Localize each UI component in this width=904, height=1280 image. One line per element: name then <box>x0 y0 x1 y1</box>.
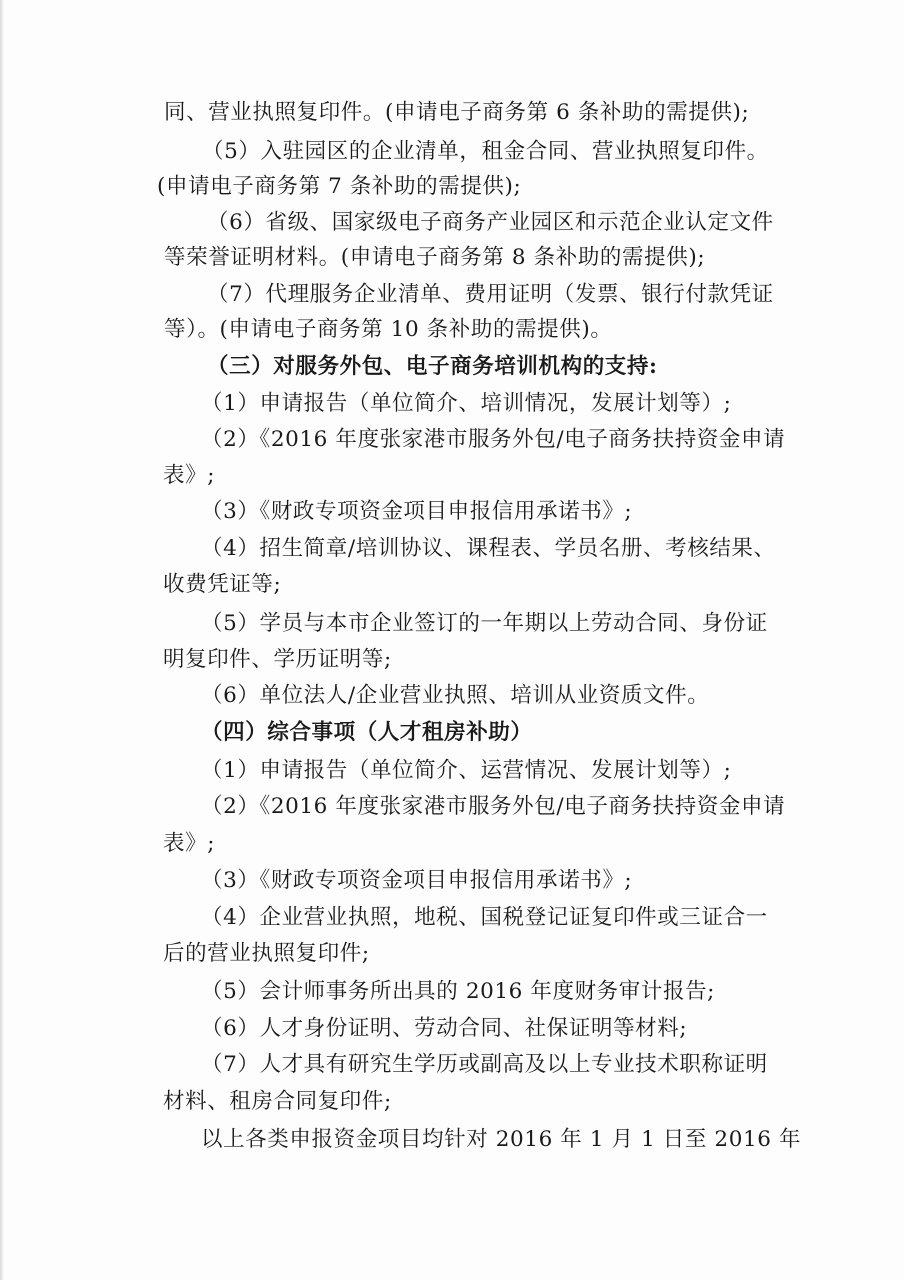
text-line: 以上各类申报资金项目均针对 2016 年 1 月 1 日至 2016 年 <box>201 1127 802 1152</box>
text-line: （5）会计师事务所出具的 2016 年度财务审计报告; <box>201 979 716 1004</box>
section-heading: （四）综合事项（人才租房补助） <box>201 720 533 745</box>
text-line: （7）代理服务企业清单、费用证明（发票、银行付款凭证 <box>207 282 774 307</box>
text-line: 等）。(申请电子商务第 10 条补助的需提供)。 <box>164 317 613 342</box>
text-line: 表》; <box>163 831 216 856</box>
text-line: （5）入驻园区的企业清单，租金合同、营业执照复印件。 <box>202 139 769 164</box>
text-line: （2）《2016 年度张家港市服务外包/电子商务扶持资金申请 <box>201 794 786 819</box>
text-line: （1）申请报告（单位简介、运营情况、发展计划等）; <box>201 758 732 783</box>
text-line: （4）企业营业执照，地税、国税登记证复印件或三证合一 <box>201 905 768 930</box>
text-line: 后的营业执照复印件; <box>163 941 370 966</box>
text-line: 等荣誉证明材料。(申请电子商务第 8 条补助的需提供); <box>164 245 706 270</box>
scan-edge <box>0 0 4 1280</box>
text-line: 收费凭证等; <box>163 572 282 597</box>
text-line: （1）申请报告（单位简介、培训情况，发展计划等）; <box>201 391 732 416</box>
text-line: 材料、租房合同复印件; <box>163 1089 392 1114</box>
text-line: （6）单位法人/企业营业执照、培训从业资质文件。 <box>201 683 710 708</box>
text-line: （3）《财政专项资金项目申报信用承诺书》; <box>201 499 633 524</box>
text-line: 同、营业执照复印件。(申请电子商务第 6 条补助的需提供); <box>164 100 750 125</box>
text-line: （3）《财政专项资金项目申报信用承诺书》; <box>201 868 633 893</box>
text-line: （7）人才具有研究生学历或副高及以上专业技术职称证明 <box>201 1052 768 1077</box>
text-line: 表》; <box>163 463 216 488</box>
text-line: （6）省级、国家级电子商务产业园区和示范企业认定文件 <box>207 210 774 235</box>
text-line: （5）学员与本市企业签订的一年期以上劳动合同、身份证 <box>201 611 768 636</box>
text-line: （2）《2016 年度张家港市服务外包/电子商务扶持资金申请 <box>201 427 786 452</box>
text-line: （4）招生简章/培训协议、课程表、学员名册、考核结果、 <box>201 536 776 561</box>
text-line: （6）人才身份证明、劳动合同、社保证明等材料; <box>201 1016 688 1041</box>
section-heading: （三）对服务外包、电子商务培训机构的支持: <box>207 354 658 379</box>
text-line: 明复印件、学历证明等; <box>163 647 392 672</box>
text-line: (申请电子商务第 7 条补助的需提供); <box>157 174 522 199</box>
